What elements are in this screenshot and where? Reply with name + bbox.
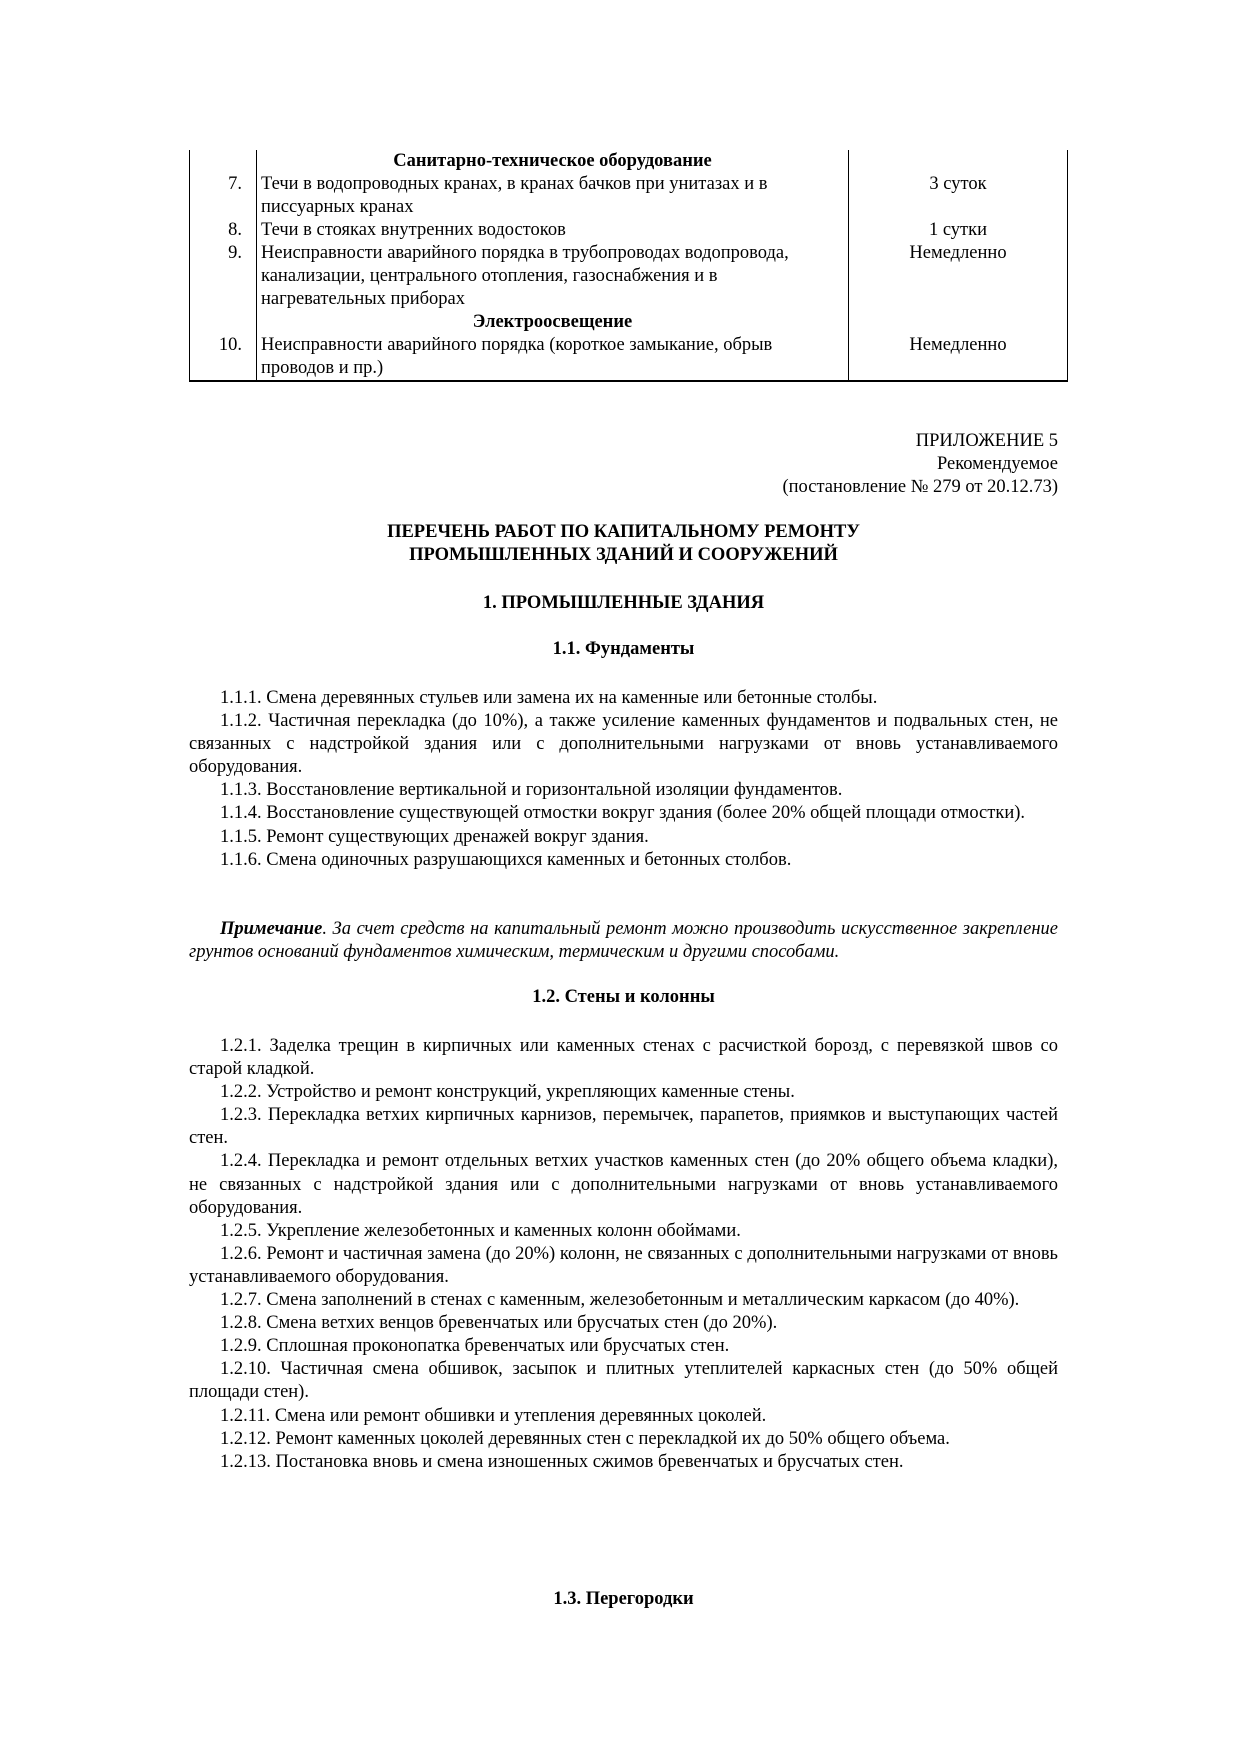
section-1-2-items bbox=[189, 1035, 1058, 1474]
list-item: 1.1.5. Ремонт существующих дренажей вокруг здания. bbox=[220, 826, 649, 847]
row-number: 10. bbox=[190, 334, 257, 381]
table-row bbox=[190, 219, 1068, 242]
list-item: 1.2.9. Сплошная проконопатка бревенчатых или брусчатых стен. bbox=[220, 1336, 730, 1357]
table-section-row bbox=[190, 311, 1068, 334]
row-term: Немедленно bbox=[849, 334, 1068, 381]
table-section-row bbox=[190, 150, 1068, 173]
list-item: 1.2.5. Укрепление железобетонных и каменных колонн обоймами. bbox=[220, 1220, 741, 1241]
list-item: 1.2.8. Смена ветхих венцов бревенчатых или брусчатых стен (до 20%). bbox=[220, 1313, 778, 1334]
section-heading-1-2: 1.2. Стены и колонны bbox=[532, 987, 715, 1007]
section-heading-1-1: 1.1. Фундаменты bbox=[552, 639, 695, 659]
list-item: 1.2.10. Частичная смена обшивок, засыпок и плитных утеплителей каркасных стен (до 50% общей площади стен). bbox=[189, 1359, 1058, 1403]
table-row bbox=[190, 334, 1068, 381]
list-item: 1.2.7. Смена заполнений в стенах с каменным, железобетонным и металлическим каркасом (до 40%). bbox=[220, 1290, 1020, 1311]
repair-terms-table bbox=[189, 150, 1068, 382]
row-text: Неисправности аварийного порядка (короткое замыкание, обрыв проводов и пр.) bbox=[257, 334, 849, 381]
appendix-reference: (постановление № 279 от 20.12.73) bbox=[782, 477, 1058, 498]
table-row bbox=[190, 242, 1068, 311]
row-text: Течи в стояках внутренних водостоков bbox=[257, 219, 849, 242]
row-term: Немедленно bbox=[849, 242, 1068, 311]
appendix-header bbox=[189, 430, 1058, 499]
list-item: 1.2.1. Заделка трещин в кирпичных или каменных стенах с расчисткой борозд, с перевязкой швов со старой кладкой. bbox=[189, 1036, 1058, 1080]
row-number: 9. bbox=[190, 242, 257, 311]
row-number: 8. bbox=[190, 219, 257, 242]
list-item: 1.1.1. Смена деревянных стульев или замена их на каменные или бетонные столбы. bbox=[220, 688, 878, 708]
document-title bbox=[189, 521, 1058, 567]
list-item: 1.2.12. Ремонт каменных цоколей деревянных стен с перекладкой их до 50% общего объема. bbox=[220, 1428, 950, 1449]
row-number: 7. bbox=[190, 173, 257, 219]
row-text: Течи в водопроводных кранах, в кранах бачков при унитазах и в писсуарных кранах bbox=[257, 173, 849, 219]
list-item: 1.1.4. Восстановление существующей отмостки вокруг здания (более 20% общей площади отмостки). bbox=[220, 803, 1026, 824]
appendix-status: Рекомендуемое bbox=[936, 454, 1058, 475]
list-item: 1.1.3. Восстановление вертикальной и горизонтальной изоляции фундаментов. bbox=[220, 780, 843, 801]
section-1-1-items bbox=[189, 687, 1058, 872]
section-heading-1-3: 1.3. Перегородки bbox=[553, 1589, 694, 1609]
list-item: 1.2.2. Устройство и ремонт конструкций, укрепляющих каменные стены. bbox=[220, 1082, 795, 1103]
note-label: Примечание bbox=[220, 919, 323, 939]
list-item: 1.1.2. Частичная перекладка (до 10%), а также усиление каменных фундаментов и подвальных стен, не связанных с надстройкой здания или с дополнительными нагрузками от вновь устанавливаемого оборудования. bbox=[189, 711, 1058, 778]
list-item: 1.2.13. Постановка вновь и смена изношенных сжимов бревенчатых и брусчатых стен. bbox=[220, 1451, 904, 1472]
row-term: 3 суток bbox=[849, 173, 1068, 219]
note bbox=[189, 918, 1058, 964]
section-title: Электроосвещение bbox=[257, 311, 849, 334]
list-item: 1.2.11. Смена или ремонт обшивки и утепления деревянных цоколей. bbox=[220, 1405, 767, 1426]
chapter-heading: 1. ПРОМЫШЛЕННЫЕ ЗДАНИЯ bbox=[482, 593, 765, 613]
note-text: . За счет средств на капитальный ремонт можно производить искусственное закрепление грунтов оснований фундаментов химическим, термическим и другими способами. bbox=[189, 919, 1058, 963]
row-term: 1 сутки bbox=[849, 219, 1068, 242]
appendix-label: ПРИЛОЖЕНИЕ 5 bbox=[915, 431, 1058, 451]
title-line: ПРОМЫШЛЕННЫХ ЗДАНИЙ И СООРУЖЕНИЙ bbox=[409, 545, 838, 566]
list-item: 1.2.6. Ремонт и частичная замена (до 20%) колонн, не связанных с дополнительными нагрузками от вновь устанавливаемого оборудования. bbox=[189, 1243, 1058, 1287]
list-item: 1.2.4. Перекладка и ремонт отдельных ветхих участков каменных стен (до 20% общего объема кладки), не связанных с надстройкой здания или с дополнительными нагрузками от вновь устанавливаемого оборудования. bbox=[189, 1151, 1058, 1218]
title-line: ПЕРЕЧЕНЬ РАБОТ ПО КАПИТАЛЬНОМУ РЕМОНТУ bbox=[387, 522, 860, 542]
section-title: Санитарно-техническое оборудование bbox=[257, 150, 849, 173]
list-item: 1.2.3. Перекладка ветхих кирпичных карнизов, перемычек, парапетов, приямков и выступающих частей стен. bbox=[189, 1105, 1058, 1149]
table-row bbox=[190, 173, 1068, 219]
row-text: Неисправности аварийного порядка в трубопроводах водопровода, канализации, центрального отопления, газоснабжения и в нагревательных приборах bbox=[257, 242, 849, 311]
list-item: 1.1.6. Смена одиночных разрушающихся каменных и бетонных столбов. bbox=[220, 849, 792, 870]
